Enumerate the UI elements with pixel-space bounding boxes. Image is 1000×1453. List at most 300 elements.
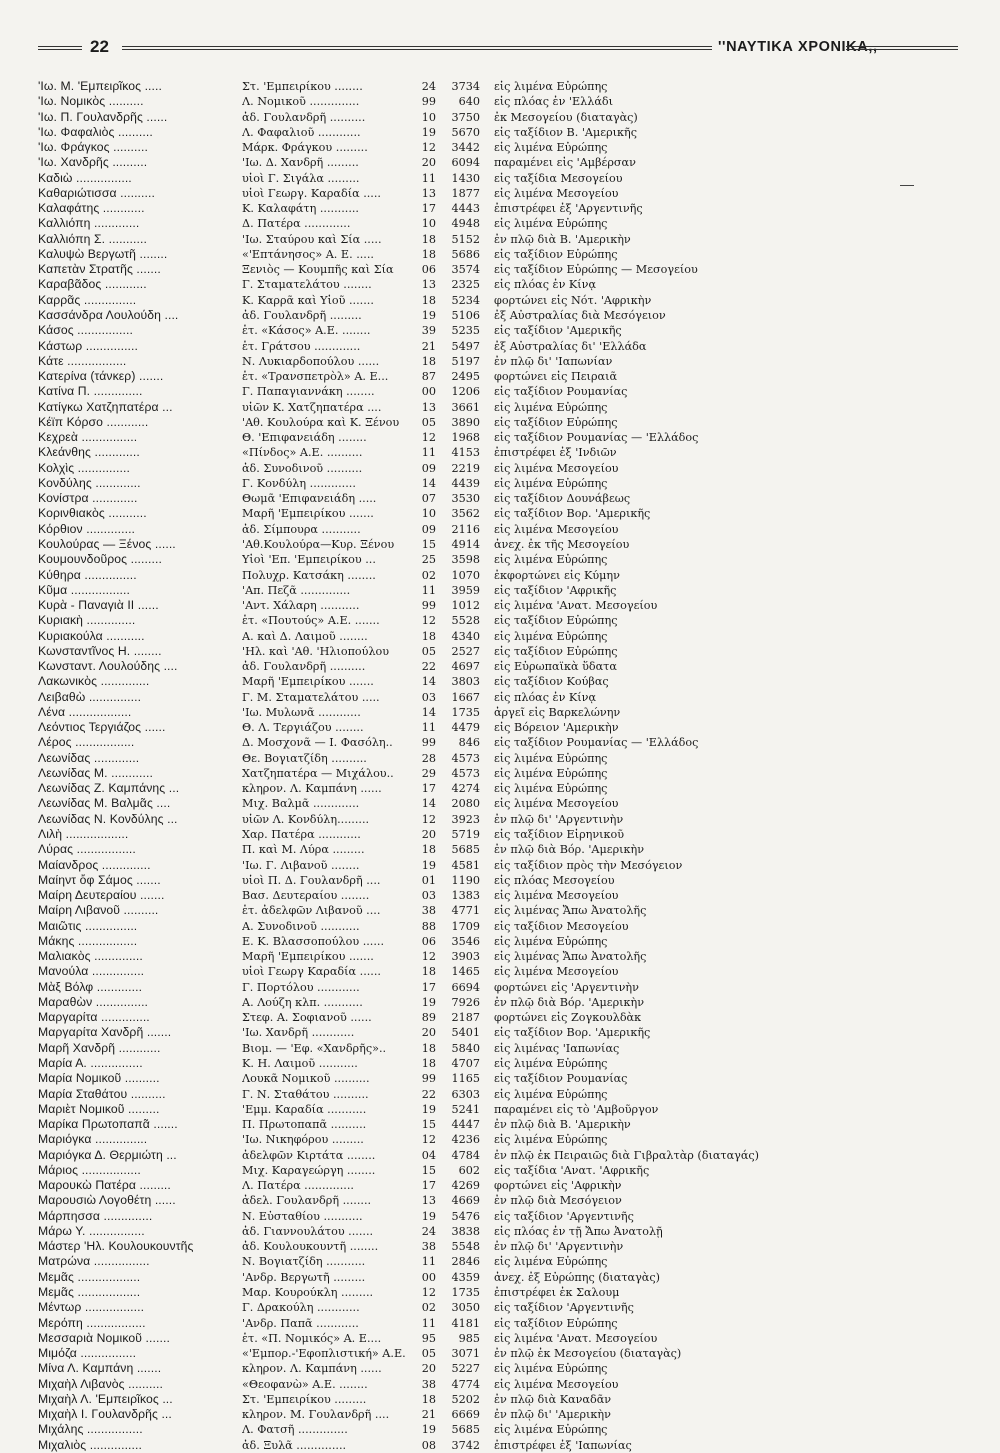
- tonnage: 2495: [451, 370, 480, 384]
- ship-name: Μανούλα ...............: [38, 964, 145, 979]
- tonnage: 5227: [451, 1362, 480, 1376]
- tonnage: 4774: [451, 1377, 480, 1391]
- built-year: 13: [421, 186, 436, 200]
- tonnage: 4697: [451, 660, 480, 674]
- owner-name: Στ. 'Εμπειρίκου ........: [242, 80, 363, 93]
- built-year: 38: [421, 1377, 436, 1391]
- built-year: 18: [421, 1057, 436, 1070]
- owner-name: ἑτ. ἀδελφῶν Λιβανοῦ ....: [242, 904, 381, 918]
- ship-name: Μαρία Σταθάτου ..........: [38, 1086, 166, 1101]
- list-item: [38, 1071, 978, 1086]
- destination: εἰς λιμένα Εὐρώπης: [494, 934, 608, 948]
- built-year: 03: [421, 889, 436, 903]
- tonnage: 5152: [451, 232, 480, 246]
- list-item: [38, 1132, 978, 1147]
- built-year: 12: [421, 1285, 436, 1299]
- owner-name: Ν. Βογιατζίδη ...........: [242, 1255, 366, 1269]
- header-rule-middle: [122, 46, 712, 50]
- built-year: 14: [421, 705, 436, 719]
- ship-name: Κωνσταντ. Λουλούδης ....: [38, 659, 178, 674]
- destination: εἰς λιμένα 'Ανατ. Μεσογείου: [494, 599, 658, 613]
- list-item: [38, 1346, 978, 1361]
- built-year: 18: [421, 354, 436, 368]
- ship-name: Καπετὰν Στρατῆς .......: [38, 262, 161, 277]
- owner-name: Ξενιὸς — Κουμπῆς καὶ Σία: [242, 263, 394, 277]
- tonnage: 4581: [451, 858, 480, 872]
- destination: εἰς λιμένα Εὐρώπης: [494, 751, 608, 765]
- owner-name: υἱῶν Λ. Κονδύλη.........: [242, 812, 370, 826]
- list-item: [38, 293, 978, 308]
- destination: εἰς πλόας ἐν τῇ Ἄπω Ἀνατολῇ: [494, 1224, 663, 1238]
- built-year: 19: [421, 1423, 436, 1437]
- owner-name: Μάρκ. Φράγκου .........: [242, 141, 368, 155]
- tonnage: 4269: [451, 1179, 480, 1193]
- built-year: 13: [421, 400, 436, 414]
- list-item: [38, 1102, 978, 1117]
- owner-name: Λ. Φατσῆ ..............: [242, 1423, 348, 1437]
- list-item: [38, 888, 978, 903]
- built-year: 95: [421, 1331, 436, 1345]
- tonnage: 6303: [451, 1087, 480, 1101]
- built-year: 11: [421, 1255, 436, 1269]
- ship-name: Κουμουνδοῦρος .........: [38, 552, 162, 567]
- owner-name: ἑτ. «Π. Νομικός» Α. Ε....: [242, 1331, 382, 1345]
- ship-name: Καλλιόπη Σ. ...........: [38, 231, 147, 246]
- owner-name: Υἱοὶ 'Επ. 'Εμπειρίκου ...: [242, 553, 376, 567]
- built-year: 20: [421, 1026, 436, 1040]
- owner-name: 'Εμμ. Καραδία ...........: [242, 1102, 367, 1116]
- list-item: [38, 1316, 978, 1331]
- list-item: [38, 186, 978, 201]
- owner-name: 'Ιω. Σταύρου καὶ Σία .....: [242, 232, 382, 246]
- owner-name: «'Εμπορ.-'Εφοπλιστική» Α.Ε.: [242, 1347, 406, 1361]
- tonnage: 5497: [451, 339, 480, 353]
- owner-name: Χαρ. Πατέρα ............: [242, 828, 361, 842]
- destination: ἐξ Αὐστραλίας διὰ Μεσόγειον: [494, 308, 666, 322]
- destination: εἰς λιμένα Μεσογείου: [494, 1377, 619, 1391]
- list-item: [38, 1392, 978, 1407]
- owner-name: 'Ιω. Νικηφόρου .........: [242, 1133, 364, 1147]
- owner-name: Λουκᾶ Νομικοῦ ..........: [242, 1072, 370, 1086]
- owner-name: Γ. Πορτόλου ............: [242, 980, 360, 994]
- destination: φορτώνει εἰς Ζογκουλδὰκ: [494, 1011, 642, 1025]
- ship-name: 'Ιω. Νομικὸς ..........: [38, 94, 144, 109]
- list-item: [38, 308, 978, 323]
- destination: εἰς λιμένας Ἄπω Ἀνατολῆς: [494, 904, 647, 918]
- ship-name: Καλαφάτης ............: [38, 201, 145, 216]
- owner-name: ἑτ. «Τρανσπετρὸλ» Α. Ε...: [242, 370, 389, 384]
- destination: εἰς λιμένα Μεσογείου: [494, 461, 619, 475]
- destination: εἰς ταξίδιον Βορ. 'Αμερικῆς: [494, 1026, 651, 1040]
- built-year: 15: [421, 1118, 436, 1132]
- tonnage: 2187: [451, 1011, 480, 1025]
- list-item: [38, 1041, 978, 1056]
- ship-name: Μιχαὴλ Λ. 'Εμπειρῖκος ...: [38, 1391, 173, 1406]
- destination: εἰς λιμένα Εὐρώπης: [494, 80, 608, 93]
- list-item: [38, 1254, 978, 1269]
- built-year: 10: [421, 110, 436, 124]
- list-item: [38, 110, 978, 125]
- tonnage: 6669: [451, 1408, 480, 1422]
- tonnage: 5840: [451, 1041, 480, 1055]
- destination: εἰς ταξίδιον Εὐρώπης: [494, 1316, 618, 1330]
- built-year: 06: [421, 934, 436, 948]
- tonnage: 5202: [451, 1392, 480, 1406]
- tonnage: 3050: [451, 1301, 480, 1315]
- ship-name: Μάρπησσα ..............: [38, 1208, 153, 1223]
- tonnage: 3071: [451, 1347, 480, 1361]
- list-item: [38, 369, 978, 384]
- built-year: 05: [421, 1347, 436, 1361]
- list-item: [38, 812, 978, 827]
- ship-name: Κουλούρας — Ξένος ......: [38, 536, 176, 551]
- owner-name: Βασ. Δευτεραίου ........: [242, 889, 370, 903]
- list-item: [38, 552, 978, 567]
- built-year: 20: [421, 156, 436, 170]
- destination: φορτώνει εἰς Νότ. 'Αφρικὴν: [494, 293, 652, 307]
- destination: ἐν πλῷ δι' 'Αμερικὴν: [494, 1408, 611, 1422]
- ship-name: Μιχάλης ................: [38, 1422, 143, 1437]
- magazine-title: ''ΝΑΥΤΙΚΑ ΧΡΟΝΙΚΑ,,: [718, 39, 878, 55]
- list-item: [38, 1300, 978, 1315]
- ship-name: Μάριος .................: [38, 1162, 141, 1177]
- destination: παραμένει εἰς 'Αμβέρσαν: [494, 156, 636, 170]
- ship-name: Λεωνίδας Ζ. Καμπάνης ...: [38, 781, 180, 796]
- owner-name: Χατζηπατέρα — Μιχάλου..: [242, 766, 394, 780]
- list-item: [38, 919, 978, 934]
- built-year: 01: [421, 873, 436, 887]
- list-item: [38, 430, 978, 445]
- destination: εἰς Βόρειον 'Αμερικὴν: [494, 721, 619, 735]
- tonnage: 1383: [451, 889, 480, 903]
- owner-name: 'Ιω. Γ. Λιβανοῦ ........: [242, 858, 360, 872]
- list-item: [38, 964, 978, 979]
- destination: εἰς πλόας ἐν Κίνᾳ: [494, 278, 597, 292]
- built-year: 19: [421, 308, 436, 322]
- ship-name: Μίνα Λ. Καμπάνη .......: [38, 1361, 162, 1376]
- list-item: [38, 873, 978, 888]
- built-year: 18: [421, 247, 436, 261]
- list-item: [38, 476, 978, 491]
- list-item: [38, 323, 978, 338]
- list-item: [38, 1407, 978, 1422]
- tonnage: 1012: [451, 599, 480, 613]
- built-year: 18: [421, 232, 436, 246]
- list-item: [38, 1361, 978, 1376]
- built-year: 99: [421, 736, 436, 750]
- tonnage: 3803: [451, 675, 480, 689]
- destination: φορτώνει εἰς 'Αφρικὴν: [494, 1179, 622, 1193]
- destination: εἰς ταξίδιον Κούβας: [494, 675, 609, 689]
- tonnage: 4340: [451, 629, 480, 643]
- tonnage: 5235: [451, 324, 480, 338]
- ship-name: Μαρία Νομικοῦ ..........: [38, 1071, 160, 1086]
- tonnage: 1877: [451, 186, 480, 200]
- built-year: 87: [421, 370, 436, 384]
- list-item: [38, 384, 978, 399]
- list-item: [38, 522, 978, 537]
- ship-name: Μεμᾶς ..................: [38, 1284, 141, 1299]
- tonnage: 3890: [451, 415, 480, 429]
- list-item: [38, 1209, 978, 1224]
- owner-name: 'Ανδρ. Παπᾶ ............: [242, 1316, 359, 1330]
- destination: εἰς ταξίδια 'Ανατ. 'Αφρικῆς: [494, 1163, 650, 1177]
- destination: ἐν πλῷ ἐκ Μεσογείου (διαταγὰς): [494, 1347, 682, 1361]
- tonnage: 3923: [451, 812, 480, 826]
- built-year: 12: [421, 1133, 436, 1147]
- built-year: 38: [421, 904, 436, 918]
- owner-name: Ν. Εὐσταθίου ...........: [242, 1209, 363, 1223]
- owner-name: υἱοὶ Γ. Σιγάλα .........: [242, 171, 360, 185]
- list-item: [38, 583, 978, 598]
- tonnage: 5528: [451, 614, 480, 628]
- list-item: [38, 1438, 978, 1453]
- owner-name: 'Αντ. Χάλαρη ...........: [242, 599, 360, 613]
- tonnage: 1165: [451, 1072, 480, 1086]
- destination: εἰς λιμένα Μεσογείου: [494, 797, 619, 811]
- built-year: 21: [421, 1408, 436, 1422]
- list-item: [38, 720, 978, 735]
- ship-name: Κάσος ................: [38, 323, 133, 338]
- destination: εἰς ταξίδιον 'Αφρικῆς: [494, 583, 617, 597]
- tonnage: 640: [458, 95, 480, 109]
- built-year: 20: [421, 828, 436, 842]
- destination: εἰς λιμένα Εὐρώπης: [494, 782, 608, 796]
- list-item: [38, 415, 978, 430]
- owner-name: Θ. Λ. Τεργιάζου ........: [242, 721, 364, 735]
- ship-name: Κυριακούλα ...........: [38, 628, 145, 643]
- ship-name: Λεωνίδας Μ. Βαλμᾶς ....: [38, 796, 171, 811]
- tonnage: 4274: [451, 782, 480, 796]
- owner-name: Γ. Ν. Σταθάτου ..........: [242, 1087, 369, 1101]
- built-year: 09: [421, 461, 436, 475]
- tonnage: 5234: [451, 293, 480, 307]
- list-item: [38, 1010, 978, 1025]
- ship-name: Μεμᾶς ..................: [38, 1269, 141, 1284]
- destination: εἰς ταξίδιον Ρουμανίας — 'Ελλάδος: [494, 736, 699, 750]
- list-item: [38, 232, 978, 247]
- ship-name: Κασσάνδρα Λουλούδη ....: [38, 307, 179, 322]
- tonnage: 4447: [451, 1118, 480, 1132]
- ship-name: Καρρᾶς ...............: [38, 292, 137, 307]
- list-item: [38, 644, 978, 659]
- owner-name: κληρον. Λ. Καμπάνη ......: [242, 782, 382, 796]
- list-item: [38, 339, 978, 354]
- ship-name: 'Ιω. Φαφαλιὸς ..........: [38, 124, 153, 139]
- built-year: 11: [421, 1316, 436, 1330]
- built-year: 12: [421, 431, 436, 445]
- list-item: [38, 201, 978, 216]
- built-year: 19: [421, 858, 436, 872]
- built-year: 18: [421, 293, 436, 307]
- owner-name: ἀδελφῶν Κιρτάτα ........: [242, 1148, 376, 1162]
- destination: ἐν πλῷ ἐκ Πειραιῶς διὰ Γιβραλτὰρ (διαταγάς): [494, 1148, 760, 1162]
- owner-name: Στ. 'Εμπειρίκου .........: [242, 1392, 367, 1406]
- owner-name: Γ. Σταματελάτου ........: [242, 278, 372, 292]
- ship-name: Μαριὲτ Νομικοῦ .........: [38, 1101, 160, 1116]
- ship-name: Λεωνίδας Ν. Κονδύλης ...: [38, 811, 178, 826]
- destination: ἐπιστρέφει ἐκ Σαλουμ: [494, 1285, 620, 1299]
- tonnage: 5548: [451, 1240, 480, 1254]
- tonnage: 1667: [451, 690, 480, 704]
- list-item: [38, 94, 978, 109]
- ship-name: Καλυψὼ Βεργωτῆ ........: [38, 246, 168, 261]
- tonnage: 2846: [451, 1255, 480, 1269]
- ship-name: Μαρουκὼ Πατέρα .........: [38, 1178, 171, 1193]
- owner-name: Δ. Μοσχονᾶ — Ι. Φασόλη..: [242, 736, 393, 750]
- tonnage: 3742: [451, 1438, 480, 1452]
- owner-name: «'Επτάνησος» Α. Ε. .....: [242, 247, 374, 261]
- tonnage: 1190: [451, 873, 480, 887]
- destination: ἐκ Μεσογείου (διαταγὰς): [494, 110, 638, 124]
- owner-name: ἑτ. «Κάσος» Α.Ε. ........: [242, 324, 371, 338]
- ship-name: Μιμόζα ................: [38, 1346, 137, 1361]
- list-item: [38, 1025, 978, 1040]
- ship-name: Μαριόγκα ...............: [38, 1132, 148, 1147]
- built-year: 02: [421, 1301, 436, 1315]
- destination: εἰς λιμένα Εὐρώπης: [494, 766, 608, 780]
- destination: εἰς πλόας Μεσογείου: [494, 873, 615, 887]
- destination: ἐπιστρέφει ἐξ 'Ιαπωνίας: [494, 1438, 632, 1452]
- destination: εἰς πλόας ἐν 'Ελλάδι: [494, 95, 614, 109]
- owner-name: ἑτ. «Πουτούς» Α.Ε. .......: [242, 614, 380, 628]
- list-item: [38, 1056, 978, 1071]
- ship-name: 'Ιω. Μ. 'Εμπειρῖκος .....: [38, 79, 163, 93]
- list-item: [38, 568, 978, 583]
- ship-name: Κέϊπ Κόρσο ............: [38, 414, 149, 429]
- built-year: 88: [421, 919, 436, 933]
- destination: εἰς ταξίδιον Εἰρηνικοῦ: [494, 828, 625, 842]
- owner-name: ἑτ. Γράτσου .............: [242, 339, 361, 353]
- list-item: [38, 1331, 978, 1346]
- owner-name: Στεφ. Α. Σοφιανοῦ ......: [242, 1011, 372, 1025]
- list-item: [38, 491, 978, 506]
- ship-name: Λιλὴ ..................: [38, 827, 129, 842]
- built-year: 17: [421, 782, 436, 796]
- tonnage: 2325: [451, 278, 480, 292]
- built-year: 00: [421, 385, 436, 399]
- destination: εἰς λιμένα Εὐρώπης: [494, 1057, 608, 1070]
- owner-name: Μιχ. Καραγεώργη ........: [242, 1163, 376, 1177]
- tonnage: 5670: [451, 125, 480, 139]
- destination: εἰς ταξίδιον 'Αργεντινῆς: [494, 1209, 634, 1223]
- built-year: 10: [421, 507, 436, 521]
- ship-name: Κατίγκω Χατζηπατέρα ...: [38, 399, 173, 414]
- list-item: [38, 537, 978, 552]
- list-item: [38, 1224, 978, 1239]
- built-year: 05: [421, 415, 436, 429]
- ship-name: Κάστωρ ...............: [38, 338, 139, 353]
- ship-name: Λακωνικὸς ..............: [38, 674, 150, 689]
- list-item: [38, 705, 978, 720]
- list-item: [38, 506, 978, 521]
- ship-name: Μιχαὴλ Λιβανὸς ..........: [38, 1376, 163, 1391]
- ship-name: Μιχαλιὸς ...............: [38, 1437, 143, 1452]
- ship-name: Κυρὰ - Παναγιὰ ΙΙ ......: [38, 598, 159, 613]
- destination: εἰς ταξίδιον Β. 'Αμερικῆς: [494, 125, 637, 139]
- list-item: [38, 781, 978, 796]
- list-item: [38, 796, 978, 811]
- ship-list: [38, 79, 978, 1453]
- built-year: 25: [421, 553, 436, 567]
- list-item: [38, 1087, 978, 1102]
- destination: ἐν πλῷ διὰ Καναδᾶν: [494, 1392, 612, 1406]
- destination: εἰς ταξίδιον Βορ. 'Αμερικῆς: [494, 507, 651, 521]
- destination: παραμένει εἰς τὸ 'Αμβοῦργον: [494, 1102, 659, 1116]
- ship-name: Ματρώνα ................: [38, 1254, 150, 1269]
- list-item: [38, 171, 978, 186]
- owner-name: Μαρῆ 'Εμπειρίκου .......: [242, 950, 374, 964]
- list-item: [38, 1422, 978, 1437]
- list-item: [38, 1148, 978, 1163]
- destination: ἐν πλῷ διὰ Β. 'Αμερικὴν: [494, 1118, 631, 1132]
- destination: εἰς ταξίδιον Εὐρώπης: [494, 247, 618, 261]
- list-item: [38, 400, 978, 415]
- destination: εἰς λιμένα Εὐρώπης: [494, 1362, 608, 1376]
- tonnage: 7926: [451, 995, 480, 1009]
- tonnage: 4707: [451, 1057, 480, 1070]
- destination: ἐν πλῷ διὰ Β. 'Αμερικὴν: [494, 232, 631, 246]
- destination: ἀργεῖ εἰς Βαρκελώνην: [494, 705, 621, 719]
- ship-name: Μαργαρίτα Χανδρῆ .......: [38, 1025, 172, 1040]
- header-rule-right: [846, 46, 958, 50]
- list-item: [38, 598, 978, 613]
- built-year: 17: [421, 980, 436, 994]
- ship-name: 'Ιω. Χανδρῆς ..........: [38, 155, 148, 170]
- owner-name: κληρον. Λ. Καμπάνη ......: [242, 1362, 382, 1376]
- tonnage: 5197: [451, 354, 480, 368]
- list-item: [38, 1239, 978, 1254]
- built-year: 03: [421, 690, 436, 704]
- ship-name: Κυριακὴ ..............: [38, 613, 136, 628]
- destination: εἰς λιμένα Εὐρώπης: [494, 1423, 608, 1437]
- built-year: 18: [421, 1392, 436, 1406]
- list-item: [38, 216, 978, 231]
- list-item: [38, 949, 978, 964]
- owner-name: Κ. Καλαφάτη ...........: [242, 202, 359, 216]
- owner-name: υἱοὶ Π. Δ. Γουλανδρῆ ....: [242, 873, 381, 887]
- tonnage: 3734: [451, 80, 480, 93]
- owner-name: ἀδ. Γιαννουλάτου .......: [242, 1224, 374, 1238]
- list-item: [38, 1117, 978, 1132]
- built-year: 14: [421, 797, 436, 811]
- owner-name: «Θεοφανὼ» Α.Ε. ........: [242, 1377, 368, 1391]
- owner-name: Π. Πρωτοπαπᾶ ..........: [242, 1118, 367, 1132]
- ship-name: Κύθηρα ...............: [38, 567, 137, 582]
- ship-name: Κονδύλης .............: [38, 475, 141, 490]
- ship-name: Μαργαρίτα ..............: [38, 1010, 150, 1025]
- destination: ἀνεχ. ἐξ Εὐρώπης (διαταγὰς): [494, 1270, 660, 1284]
- ship-name: Καθαριώτισσα ..........: [38, 185, 155, 200]
- list-item: [38, 1285, 978, 1300]
- owner-name: Γ. Δρακούλη ............: [242, 1301, 360, 1315]
- owner-name: Ν. Λυκιαρδοπούλου ......: [242, 354, 380, 368]
- owner-name: ἀδ. Γουλανδρῆ ..........: [242, 660, 366, 674]
- owner-name: υἱῶν Κ. Χατζηπατέρα ....: [242, 400, 382, 414]
- destination: ἐν πλῷ δι' 'Αργεντινὴν: [494, 1240, 624, 1254]
- owner-name: Ε. Κ. Βλασσοπούλου ......: [242, 934, 385, 948]
- destination: εἰς ταξίδιον Εὐρώπης: [494, 644, 618, 658]
- tonnage: 4153: [451, 446, 480, 460]
- owner-name: Μιχ. Βαλμᾶ .............: [242, 797, 360, 811]
- built-year: 09: [421, 522, 436, 536]
- owner-name: 'Απ. Πεζᾶ ..............: [242, 583, 351, 597]
- tonnage: 5686: [451, 247, 480, 261]
- owner-name: Α. καὶ Δ. Λαιμοῦ ........: [242, 629, 368, 643]
- destination: ἐπιστρέφει ἐξ 'Αργεντινῆς: [494, 202, 643, 216]
- built-year: 24: [421, 80, 436, 93]
- tonnage: 4914: [451, 537, 480, 551]
